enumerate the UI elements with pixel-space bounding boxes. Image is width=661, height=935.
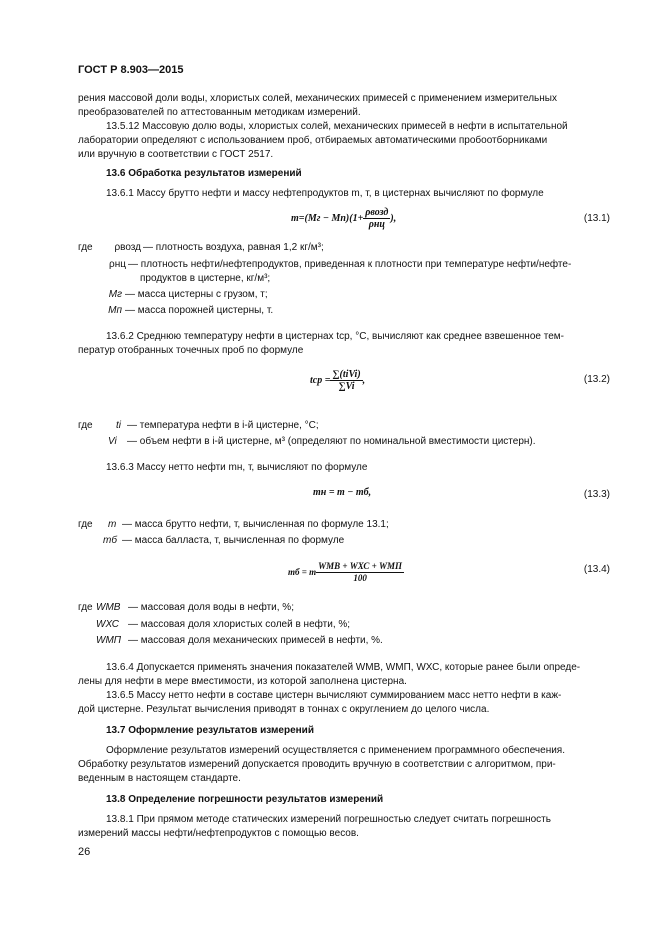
eq1-fraction	[363, 207, 390, 230]
eq2-lhs: tср =	[310, 375, 331, 386]
equation-number: (13.1)	[583, 213, 610, 224]
eq2-end: ,	[362, 375, 366, 386]
where-prefix: где	[78, 242, 93, 253]
eq1-eq: =	[298, 213, 305, 224]
symbol-mg: Мг	[108, 289, 122, 300]
where-prefix: где	[78, 602, 93, 613]
paragraph-line: измерений массы нефти/нефтепродуктов с помощью весов.	[78, 828, 359, 839]
paragraph-line: или вручную в соответствии с ГОСТ 2517.	[78, 149, 274, 160]
definition-text: — плотность воздуха, равная 1,2 кг/м³;	[143, 242, 324, 253]
paragraph-line: 13.5.12 Массовую долю воды, хлористых солей, механических примесей в нефти в испытательной	[106, 121, 568, 132]
definition-text: — массовая доля воды в нефти, %;	[128, 602, 294, 613]
eq4-denominator: 100	[353, 573, 367, 584]
paragraph-line: преобразователей по аттестованным методикам измерений.	[78, 107, 361, 118]
symbol-rho-air: ρвозд	[114, 242, 141, 253]
paragraph-line: 13.6.5 Массу нетто нефти в составе цистерн вычисляют суммированием масс нетто нефти в каж-	[106, 690, 562, 701]
where-prefix: где	[78, 519, 93, 530]
symbol-mb: mб	[103, 535, 117, 546]
equation-13-4	[288, 557, 404, 587]
eq4-fraction	[316, 561, 404, 584]
definition-text: — масса цистерны с грузом, т;	[125, 289, 268, 300]
eq4-lhs: mб = m	[288, 567, 317, 577]
eq1-denominator: ρнц	[368, 219, 385, 231]
paragraph-line: 13.8.1 При прямом методе статических измерений погрешностью следует считать погрешность	[106, 814, 551, 825]
paragraph-line: лены для нефти в мере вместимости, из которой заполнена цистерна.	[78, 676, 407, 687]
paragraph-line: 13.6.4 Допускается применять значения показателей WМВ, WМП, WХС, которые ранее были опреде-	[106, 662, 581, 673]
where-prefix: где	[78, 420, 93, 431]
paragraph-line: 13.6.3 Массу нетто нефти mн, т, вычисляют по формуле	[106, 462, 368, 473]
paragraph-line: дой цистерне. Результат вычисления приводят в тоннах с округлением до целого числа.	[78, 704, 490, 715]
definition-text: — масса порожней цистерны, т.	[125, 305, 274, 316]
symbol-w-hs: WХС	[96, 619, 119, 630]
definition-text: продуктов в цистерне, кг/м³;	[140, 273, 271, 284]
eq2-numerator: ∑(tiVi)	[332, 369, 361, 381]
paragraph-line: 13.6.1 Массу брутто нефти и массу нефтепродуктов m, т, в цистернах вычисляют по формуле	[106, 188, 544, 199]
document-header: ГОСТ Р 8.903—2015	[78, 64, 184, 76]
equation-13-3: mн = m − mб,	[313, 487, 372, 498]
equation-13-1	[291, 204, 396, 234]
symbol-w-mv: WМВ	[96, 602, 121, 613]
paragraph-line: рения массовой доли воды, хлористых солей, механических примесей с применением измерительных	[78, 93, 557, 104]
definition-text: — плотность нефти/нефтепродуктов, приведенная к плотности при температуре нефти/нефте-	[128, 259, 572, 270]
section-heading: 13.6 Обработка результатов измерений	[106, 168, 302, 179]
equation-13-2	[310, 366, 365, 396]
paragraph-line: Обработку результатов измерений допускается проводить вручную в соответствии с алгоритмом, при-	[78, 759, 556, 770]
eq1-m: m	[291, 213, 299, 224]
eq1-paren: (Mг − Mп)(1+	[304, 213, 364, 224]
definition-text: — массовая доля хлористых солей в нефти, %;	[128, 619, 351, 630]
section-heading: 13.7 Оформление результатов измерений	[106, 725, 314, 736]
symbol-rho-nc: ρнц	[109, 259, 126, 270]
definition-text: — температура нефти в i-й цистерне, °С;	[127, 420, 319, 431]
symbol-m: m	[108, 519, 117, 530]
symbol-ti: ti	[116, 420, 121, 431]
equation-number: (13.4)	[583, 564, 610, 575]
equation-number: (13.2)	[583, 374, 610, 385]
symbol-vi: Vi	[108, 436, 117, 447]
eq2-fraction	[330, 369, 362, 392]
definition-text: — масса брутто нефти, т, вычисленная по формуле 13.1;	[122, 519, 389, 530]
symbol-mp: Мп	[108, 305, 122, 316]
paragraph-line: Оформление результатов измерений осуществляется с применением программного обеспечения.	[106, 745, 565, 756]
equation-number: (13.3)	[583, 489, 610, 500]
definition-text: — объем нефти в i-й цистерне, м³ (определяют по номинальной вместимости цистерн).	[127, 436, 536, 447]
eq2-denominator: ∑Vi	[338, 381, 355, 393]
definition-text: — масса балласта, т, вычисленная по формуле	[122, 535, 345, 546]
paragraph-line: веденным в настоящем стандарте.	[78, 773, 241, 784]
section-heading: 13.8 Определение погрешности результатов измерений	[106, 794, 384, 805]
definition-text: — массовая доля механических примесей в нефти, %.	[128, 635, 383, 646]
paragraph-line: лаборатории определяют с использованием проб, отбираемых автоматическими пробоотборниками	[78, 135, 548, 146]
eq1-close: ),	[390, 213, 397, 224]
eq1-numerator: ρвозд	[365, 207, 389, 219]
page-number: 26	[78, 846, 91, 858]
paragraph-line: 13.6.2 Среднюю температуру нефти в цистернах tср, °С, вычисляют как среднее взвешенное тем-	[106, 331, 564, 342]
symbol-w-mp: WМП	[96, 635, 122, 646]
paragraph-line: ператур отобранных точечных проб по формуле	[78, 345, 304, 356]
eq4-numerator: WМВ + WХС + WМП	[318, 561, 403, 572]
